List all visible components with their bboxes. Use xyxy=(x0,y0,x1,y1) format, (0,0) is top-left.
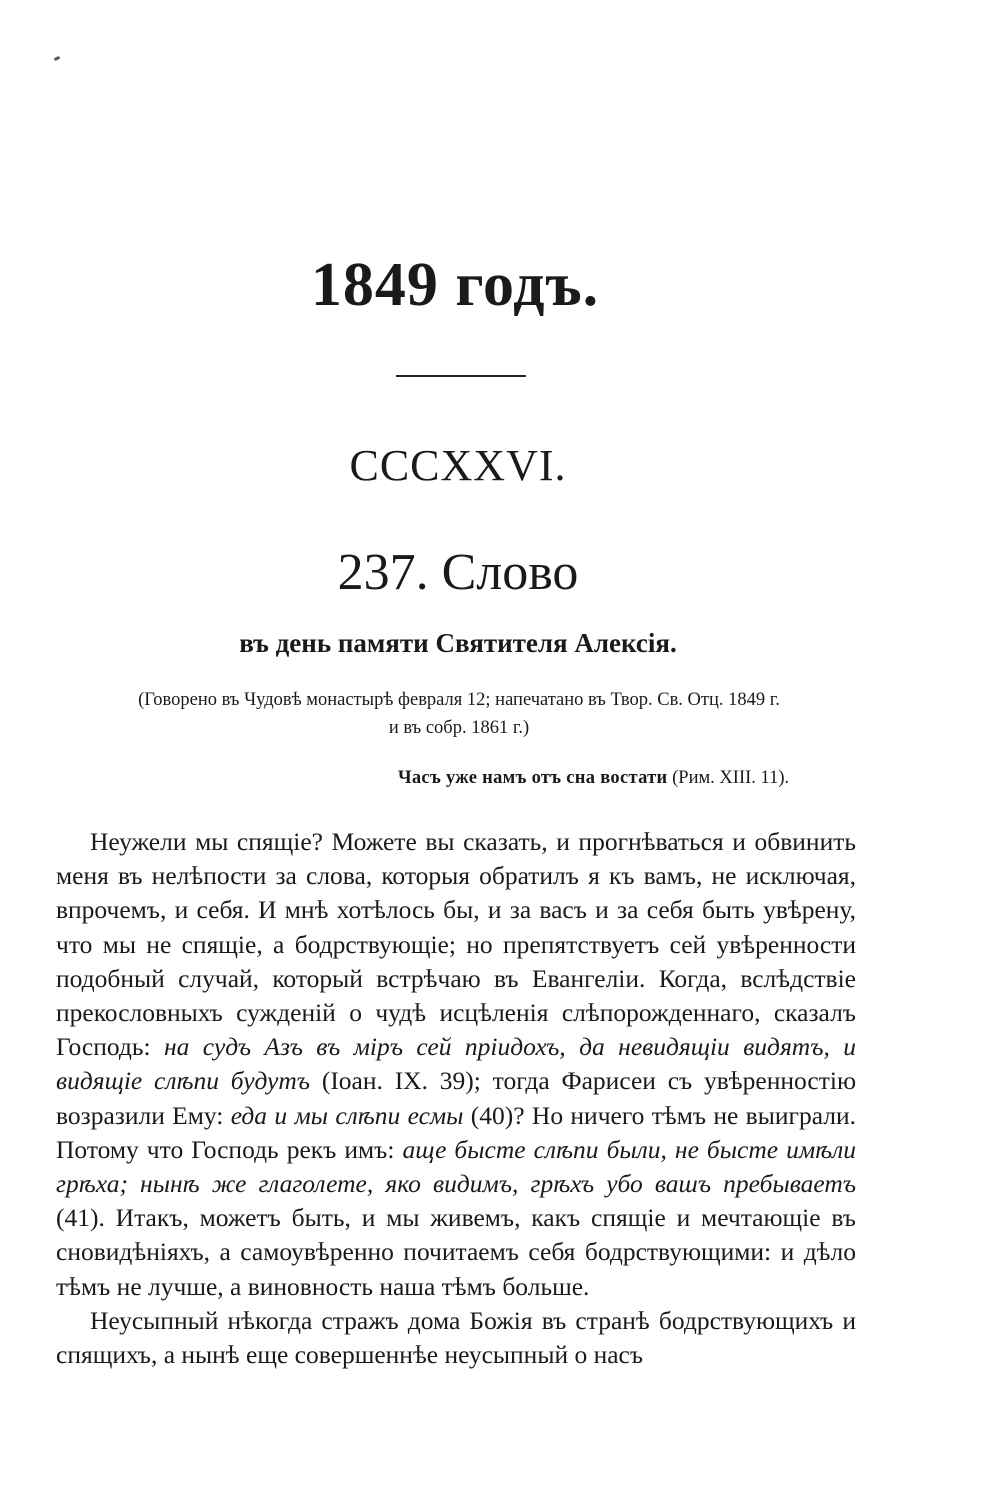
sermon-body xyxy=(56,825,856,1372)
epigraph-reference: (Рим. XIII. 11). xyxy=(672,768,790,788)
paragraph-2: Неусыпный нѣкогда стражъ дома Божія въ странѣ бодрствующихъ и спящихъ, а нынѣ еще совершеннѣе неусыпный о насъ xyxy=(56,1305,856,1370)
sermon-title: 237. Слово xyxy=(337,544,579,601)
sermon-subtitle: въ день памяти Святителя Алексія. xyxy=(239,628,677,658)
publication-note-line-2: и въ собр. 1861 г.) xyxy=(388,718,530,738)
paragraph-1-text-1: Неужели мы спящіе? Можете вы сказать, и прогнѣваться и обвинить меня въ нелѣпости за слова, которыя обратилъ я къ вамъ, не исключая, впрочемъ, и себя. И мнѣ хотѣлось бы, и за васъ и за себя быть увѣрену, что мы не спящіе, а бодрствующіе; но препятствуетъ сей увѣренности подобный случай, который встрѣчаю въ Евангеліи. Когда, вслѣдствіе прекословныхъ сужденій о чудѣ исцѣленія слѣпорожденнаго, сказалъ Господь: xyxy=(56,827,856,1062)
epigraph xyxy=(398,764,856,792)
paragraph-1 xyxy=(56,825,856,1304)
paragraph-1-text-3: (40)? Но ничего тѣмъ не выиграли. Потому что Господь рекъ имъ: xyxy=(56,1100,856,1164)
heading-divider xyxy=(396,375,526,377)
paragraph-1-text-4: (41). Итакъ, можетъ быть, и мы живемъ, какъ спящіе и мечтающіе въ сновидѣніяхъ, а самоувѣренно почитаемъ себя бодрствующими: и дѣло тѣмъ не лучше, а виновность наша тѣмъ больше. xyxy=(56,1203,856,1301)
scripture-quote-1: на судъ Азъ въ міръ сей пріидохъ, да невидящіи видятъ, и видящіе слѣпи будутъ xyxy=(56,1032,856,1096)
paragraph-1-text-2: (Іоан. IX. 39); тогда Фарисеи съ увѣренностію возразили Ему: xyxy=(56,1066,856,1130)
scripture-quote-2: еда и мы слѣпи есмы xyxy=(230,1100,464,1130)
epigraph-text: Часъ уже намъ отъ сна востати xyxy=(398,768,668,788)
year-heading: 1849 годъ. xyxy=(310,251,600,319)
section-number: CCCXXVI. xyxy=(349,441,567,490)
publication-note-line-1: (Говорено въ Чудовѣ монастырѣ февраля 12; напечатано въ Твор. Св. Отц. 1849 г. xyxy=(138,690,780,710)
scripture-quote-3: аще бысте слѣпи были, не бысте имѣли грѣха; нынѣ же глаголете, яко видимъ, грѣхъ убо вашъ пребываетъ xyxy=(56,1134,856,1199)
publication-note xyxy=(54,686,864,742)
print-speck xyxy=(54,56,61,61)
